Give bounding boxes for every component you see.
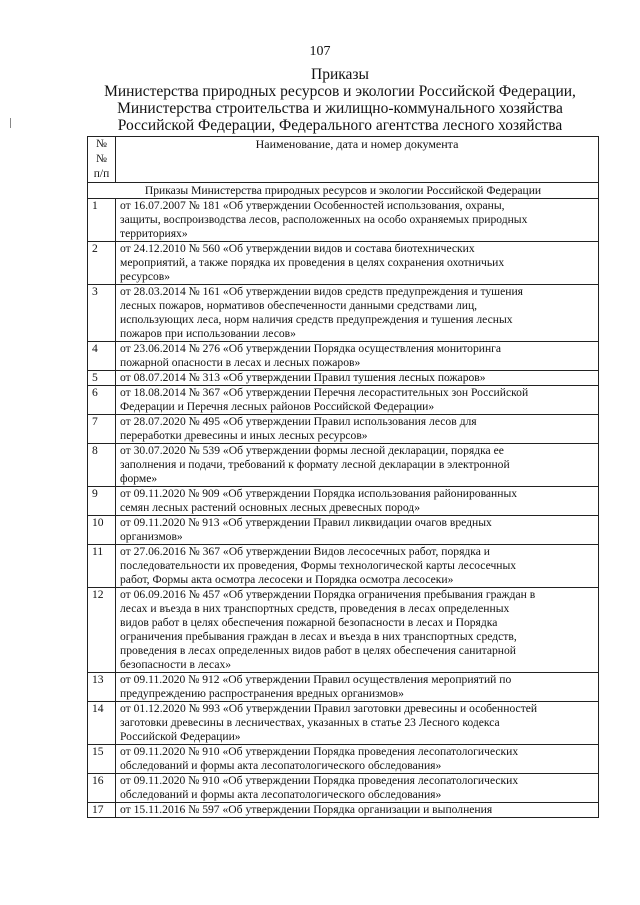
row-number: 9 xyxy=(88,487,116,516)
description-line: видов работ в целях обеспечения пожарной безопасности в лесах и Порядка xyxy=(120,616,498,629)
section-title: Приказы Министерства природных ресурсов и экологии Российской Федерации xyxy=(88,183,599,199)
table-row xyxy=(88,342,599,371)
section-row xyxy=(88,183,599,199)
document-description xyxy=(116,673,599,702)
number-header-line: № xyxy=(96,153,107,165)
description-line: лесных пожаров, нормативов обеспеченности данными средствами лиц, xyxy=(120,299,478,312)
document-title xyxy=(60,66,620,134)
description-line: пожарной опасности в лесах и лесных пожаров» xyxy=(120,356,361,369)
description-line: от 27.06.2016 № 367 «Об утверждении Видов лесосечных работ, порядка и xyxy=(120,545,491,558)
document-description xyxy=(116,702,599,745)
row-number: 12 xyxy=(88,588,116,673)
document-description xyxy=(116,285,599,342)
table-row xyxy=(88,745,599,774)
description-line: ресурсов» xyxy=(120,270,171,283)
row-number: 4 xyxy=(88,342,116,371)
table-row xyxy=(88,444,599,487)
description-line: организмов» xyxy=(120,530,183,543)
table-row xyxy=(88,415,599,444)
description-line: от 18.08.2014 № 367 «Об утверждении Перечня лесорастительных зон Российской xyxy=(120,386,529,399)
name-column-header: Наименование, дата и номер документа xyxy=(116,137,599,183)
title-line: Министерства строительства и жилищно-коммунального хозяйства xyxy=(117,100,563,117)
description-line: от 08.07.2014 № 313 «Об утверждении Правил тушения лесных пожаров» xyxy=(120,371,486,384)
description-line: Федерации и Перечня лесных районов Российской Федерации» xyxy=(120,400,435,413)
description-line: от 24.12.2010 № 560 «Об утверждении видов и состава биотехнических xyxy=(120,242,475,255)
scan-margin-mark xyxy=(10,118,11,128)
table-row xyxy=(88,516,599,545)
row-number: 10 xyxy=(88,516,116,545)
description-line: от 30.07.2020 № 539 «Об утверждении формы лесной декларации, порядка ее xyxy=(120,444,504,457)
row-number: 11 xyxy=(88,545,116,588)
table-row xyxy=(88,774,599,803)
document-description xyxy=(116,487,599,516)
row-number: 16 xyxy=(88,774,116,803)
description-line: от 28.07.2020 № 495 «Об утверждении Правил использования лесов для xyxy=(120,415,477,428)
description-line: форме» xyxy=(120,472,158,485)
title-line: Приказы xyxy=(311,66,369,83)
description-line: семян лесных растений основных лесных древесных пород» xyxy=(120,501,421,514)
document-description xyxy=(116,342,599,371)
table-row xyxy=(88,702,599,745)
description-line: от 16.07.2007 № 181 «Об утверждении Особенностей использования, охраны, xyxy=(120,199,505,212)
description-line: от 15.11.2016 № 597 «Об утверждении Порядка организации и выполнения xyxy=(120,803,493,816)
description-line: лесах и въезда в них транспортных средств, проведения в лесах определенных xyxy=(120,602,510,615)
row-number: 7 xyxy=(88,415,116,444)
description-line: от 09.11.2020 № 910 «Об утверждении Порядка проведения лесопатологических xyxy=(120,745,519,758)
table-row xyxy=(88,386,599,415)
description-line: заполнения и подачи, требований к формату лесной декларации в электронной xyxy=(120,458,510,471)
table-header-row xyxy=(88,137,599,183)
row-number: 2 xyxy=(88,242,116,285)
row-number: 17 xyxy=(88,803,116,818)
description-line: переработки древесины и иных лесных ресурсов» xyxy=(120,429,368,442)
table-row xyxy=(88,803,599,818)
orders-table xyxy=(87,136,599,818)
description-line: от 28.03.2014 № 161 «Об утверждении видов средств предупреждения и тушения xyxy=(120,285,524,298)
table-row xyxy=(88,545,599,588)
table-row xyxy=(88,285,599,342)
number-header-line: п/п xyxy=(93,168,110,180)
description-line: от 01.12.2020 № 993 «Об утверждении Правил заготовки древесины и особенностей xyxy=(120,702,538,715)
description-line: Российской Федерации» xyxy=(120,730,241,743)
description-line: обследований и формы акта лесопатологического обследования» xyxy=(120,759,442,772)
table-row xyxy=(88,371,599,386)
document-description xyxy=(116,516,599,545)
description-line: мероприятий, а также порядка их проведения в целях сохранения охотничьих xyxy=(120,256,505,269)
document-description xyxy=(116,545,599,588)
document-description xyxy=(116,588,599,673)
description-line: от 09.11.2020 № 909 «Об утверждении Порядка использования районированных xyxy=(120,487,518,500)
description-line: безопасности в лесах» xyxy=(120,658,232,671)
description-line: территориях» xyxy=(120,227,188,240)
document-description xyxy=(116,415,599,444)
table-row xyxy=(88,673,599,702)
description-line: пожаров при использовании лесов» xyxy=(120,327,296,340)
description-line: работ, Формы акта осмотра лесосеки и Порядка осмотра лесосеки» xyxy=(120,573,454,586)
description-line: от 23.06.2014 № 276 «Об утверждении Порядка осуществления мониторинга xyxy=(120,342,502,355)
document-description xyxy=(116,444,599,487)
document-description xyxy=(116,386,599,415)
description-line: обследований и формы акта лесопатологического обследования» xyxy=(120,788,442,801)
row-number: 5 xyxy=(88,371,116,386)
document-description xyxy=(116,803,599,818)
document-description xyxy=(116,242,599,285)
document-description xyxy=(116,745,599,774)
description-line: использующих леса, норм наличия средств предупреждения и тушения лесных xyxy=(120,313,513,326)
page-number: 107 xyxy=(309,44,331,59)
description-line: ограничения пребывания граждан в лесах и въезда в них транспортных средств, xyxy=(120,630,517,643)
row-number: 8 xyxy=(88,444,116,487)
row-number: 6 xyxy=(88,386,116,415)
table-row xyxy=(88,242,599,285)
description-line: последовательности их проведения, Формы технологической карты лесосечных xyxy=(120,559,517,572)
document-description xyxy=(116,371,599,386)
description-line: от 06.09.2016 № 457 «Об утверждении Порядка ограничения пребывания граждан в xyxy=(120,588,536,601)
description-line: проведения в лесах определенных видов работ в целях обеспечения санитарной xyxy=(120,644,516,657)
row-number: 3 xyxy=(88,285,116,342)
table-row xyxy=(88,199,599,242)
table-row xyxy=(88,487,599,516)
table-row xyxy=(88,588,599,673)
number-header-line: № xyxy=(96,138,107,150)
row-number: 14 xyxy=(88,702,116,745)
document-description xyxy=(116,199,599,242)
description-line: от 09.11.2020 № 910 «Об утверждении Порядка проведения лесопатологических xyxy=(120,774,519,787)
description-line: заготовки древесины в лесничествах, указанных в статье 23 Лесного кодекса xyxy=(120,716,500,729)
row-number: 13 xyxy=(88,673,116,702)
title-line: Министерства природных ресурсов и экологии Российской Федерации, xyxy=(104,83,576,100)
description-line: предупреждению распространения вредных организмов» xyxy=(120,687,404,700)
title-line: Российской Федерации, Федерального агентства лесного хозяйства xyxy=(117,117,563,134)
number-column-header xyxy=(88,137,116,183)
description-line: защиты, воспроизводства лесов, расположенных на особо охраняемых природных xyxy=(120,213,528,226)
row-number: 1 xyxy=(88,199,116,242)
document-description xyxy=(116,774,599,803)
description-line: от 09.11.2020 № 913 «Об утверждении Правил ликвидации очагов вредных xyxy=(120,516,492,529)
description-line: от 09.11.2020 № 912 «Об утверждении Правил осуществления мероприятий по xyxy=(120,673,512,686)
row-number: 15 xyxy=(88,745,116,774)
